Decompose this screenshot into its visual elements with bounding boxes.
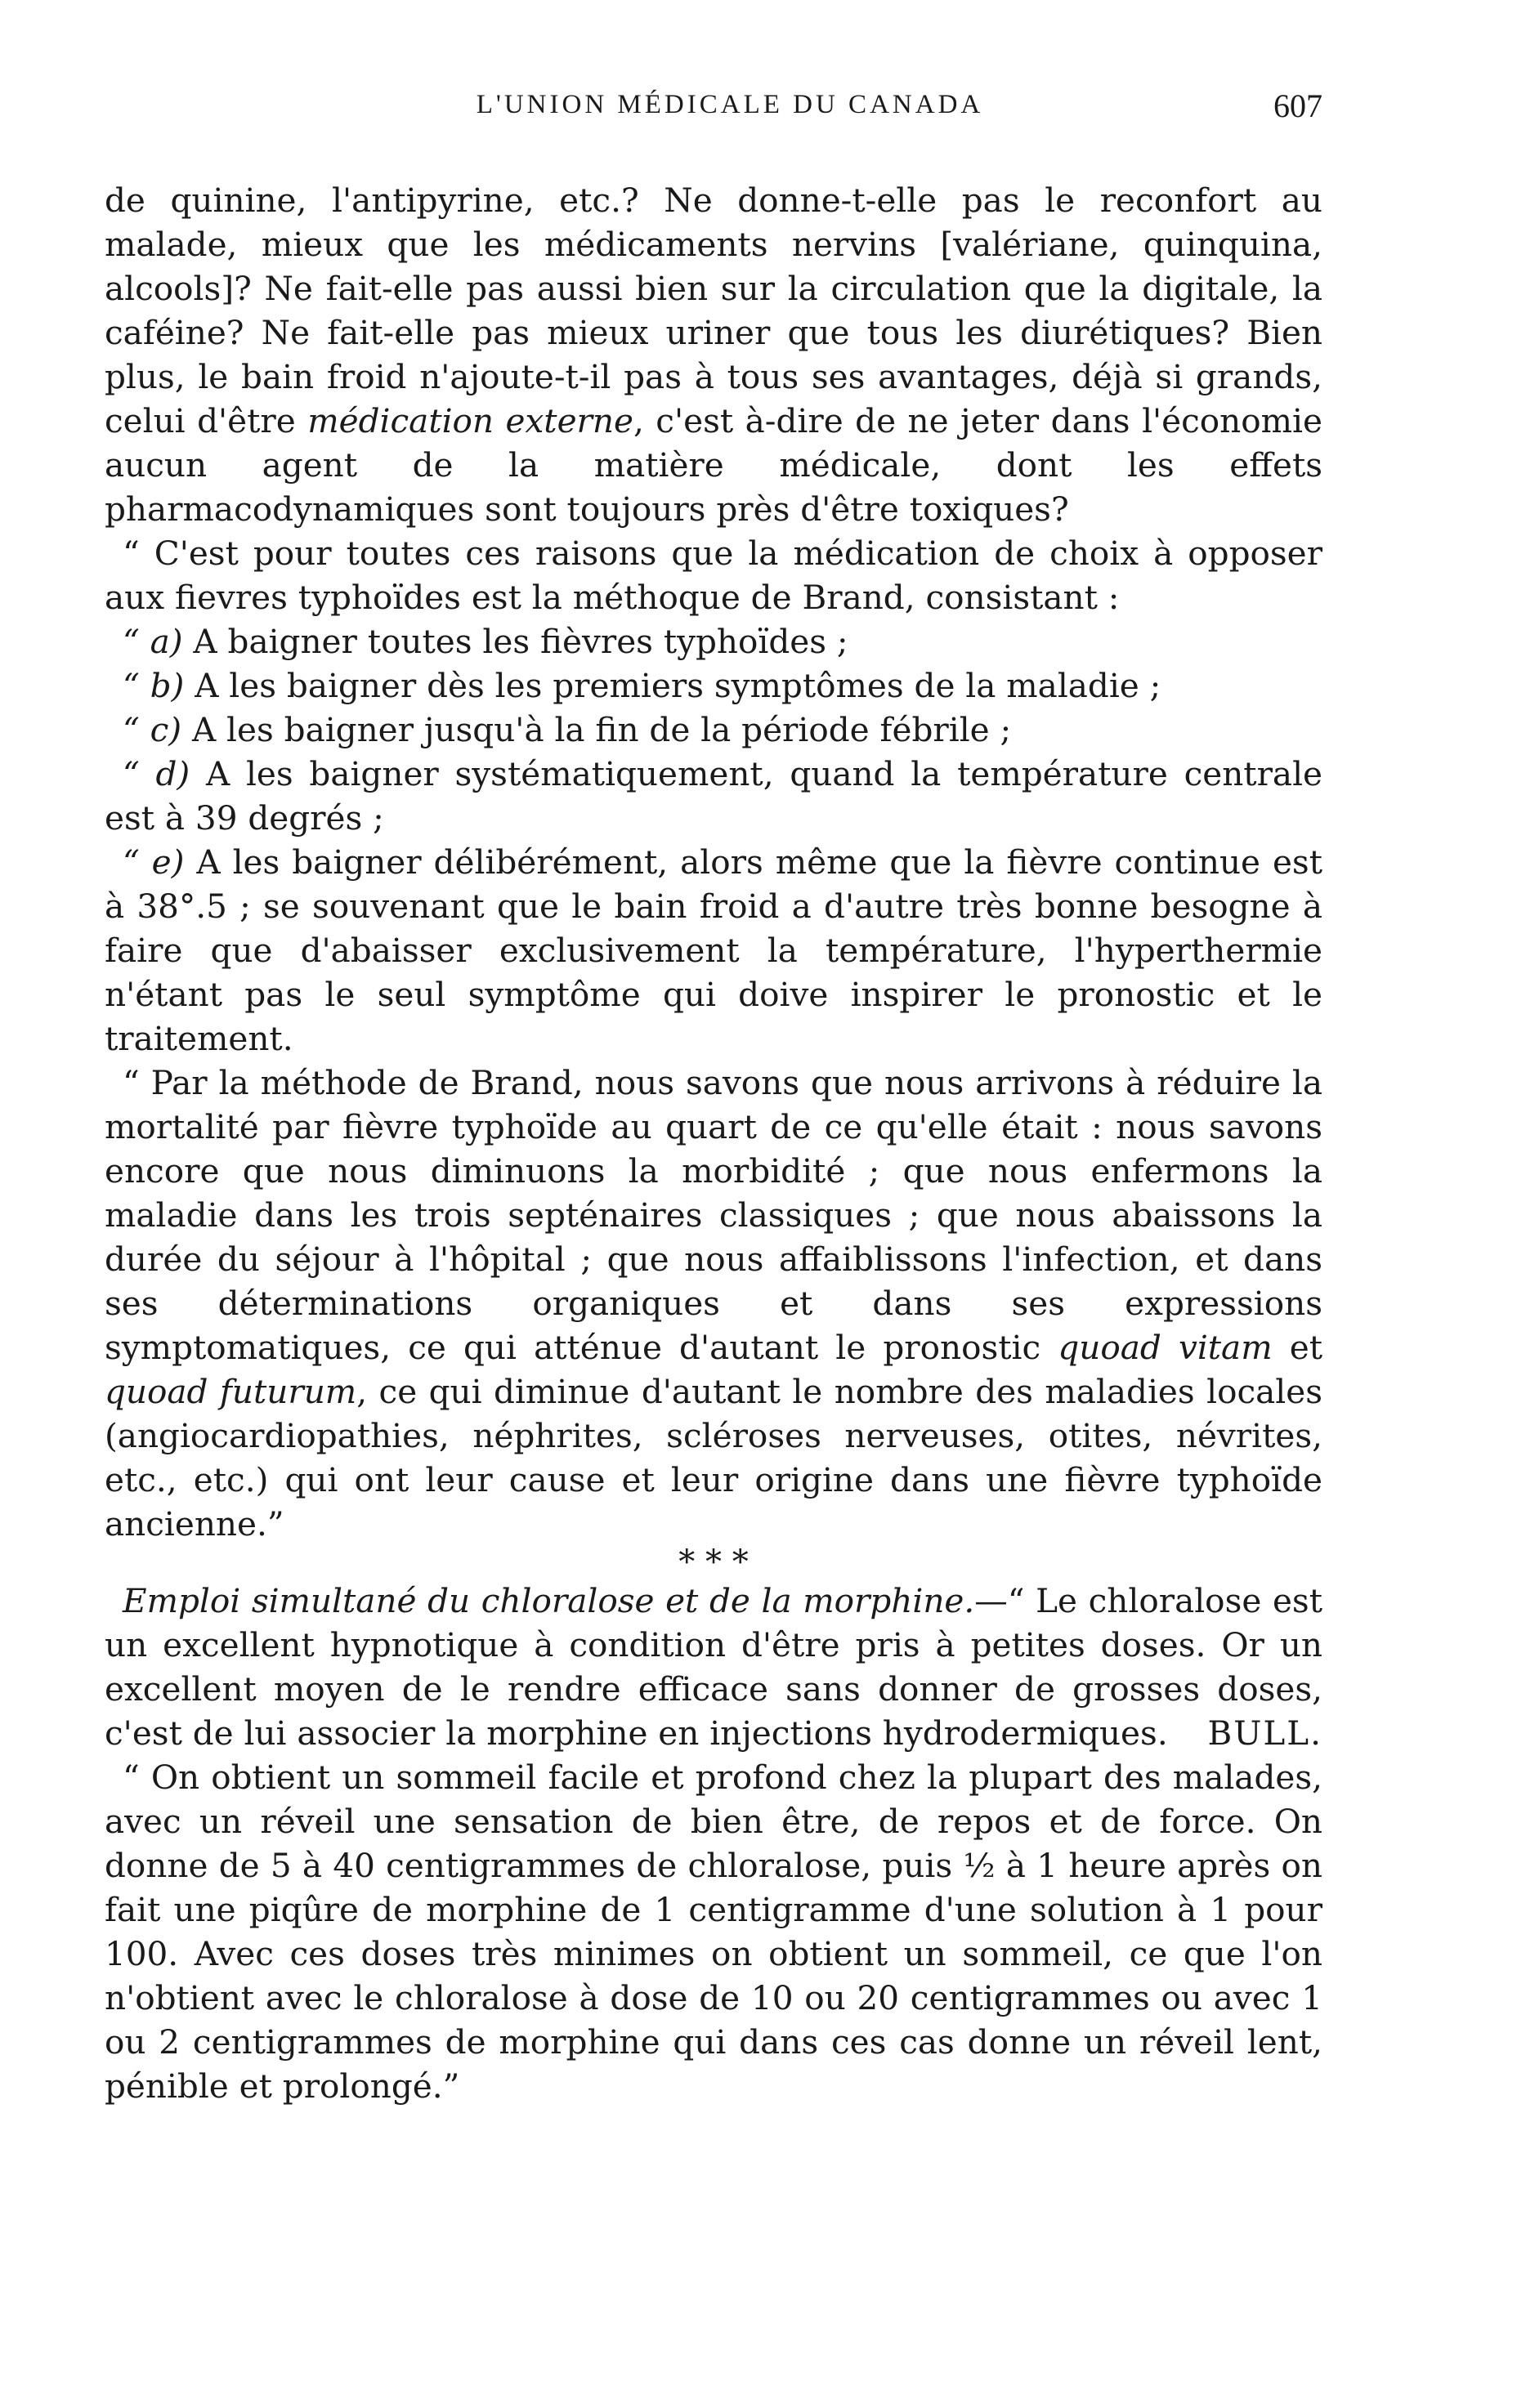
list-item-d-text: A les baigner systématiquement, quand la température centrale est à 39 degrés ; — [105, 754, 1323, 838]
source-abbreviation: BULL. — [1207, 1713, 1322, 1753]
paragraph-3-text: “ Par la méthode de Brand, nous savons que nous arrivons à réduire la mortalité par fièvre typhoïde au quart de ce qu'elle était : nous savons encore que nous diminuons la morbidité ; que nous enfermons la maladie dans les trois septénaires classiques ; que nous abaissons la durée du séjour à l'hôpital ; que nous affaiblissons l'infection, et dans ses déterminations organiques et dans ses expressions symptomatiques, ce qui atténue d'autant le pronostic — [105, 1063, 1322, 1367]
body-text — [105, 178, 1322, 2108]
paragraph-3-emphasis-futurum: quoad futurum — [105, 1372, 357, 1411]
page-number: 607 — [1273, 87, 1322, 124]
paragraph-1-end: , c'est à-dire de ne jeter dans l'économie aucun agent de la matière médicale, dont les effets pharmacodynamiques sont toujours près d'être toxiques? — [105, 401, 1322, 529]
paragraph-4-text: —“ Le chloralose est un excellent hypnotique à condition d'être pris à petites doses. Or un excellent moyen de le rendre efficace sans donner de grosses doses, c'est de lui associer la morphine en injections hydrodermiques. — [105, 1581, 1322, 1753]
paragraph-3-emphasis-vitam: quoad vitam — [1058, 1328, 1273, 1367]
paragraph-2: “ C'est pour toutes ces raisons que la médication de choix à opposer aux fievres typhoïdes est la méthoque de Brand, consistant : — [105, 534, 1322, 617]
section-heading: Emploi simultané du chloralose et de la morphine. — [123, 1581, 975, 1620]
list-item-c-text: A les baigner jusqu'à la fin de la période fébrile ; — [191, 710, 1012, 749]
list-item-d — [105, 752, 1322, 840]
paragraph-3-and: et — [1289, 1328, 1323, 1367]
paragraph-1-emphasis: médication externe — [307, 401, 633, 440]
paragraph-3-end: , ce qui diminue d'autant le nombre des maladies locales (angiocardiopathies, néphrites, scléroses nerveuses, otites, névrites, etc., etc.) qui ont leur cause et leur origine dans une fièvre typhoïde ancienne.” — [105, 1372, 1322, 1544]
list-item-e — [105, 840, 1322, 1061]
list-item-d-marker: “ d) — [123, 754, 190, 793]
paragraph-1-text: de quinine, l'antipyrine, etc.? Ne donne-t-elle pas le reconfort au malade, mieux que les médicaments nervins [valériane, quinquina, alcools]? Ne fait-elle pas aussi bien sur la circulation que la digitale, la caféine? Ne fait-elle pas mieux uriner que tous les diurétiques? Bien plus, le bain froid n'ajoute-t-il pas à tous ses avantages, déjà si grands, celui d'être — [105, 181, 1322, 440]
list-item-c — [105, 708, 1322, 752]
list-item-a-marker: “ a) — [123, 622, 183, 661]
paragraph-1 — [105, 178, 1322, 531]
list-item-b — [105, 663, 1322, 708]
section-separator: * * * — [678, 1544, 749, 1581]
list-item-a-text: A baigner toutes les fièvres typhoïdes ; — [193, 622, 848, 661]
list-item-a — [105, 619, 1322, 663]
list-item-b-text: A les baigner dès les premiers symptômes de la maladie ; — [195, 666, 1161, 705]
list-item-e-marker: “ e) — [123, 842, 185, 882]
list-item-e-text: A les baigner délibérément, alors même que la fièvre continue est à 38°.5 ; se souvenant que le bain froid a d'autre très bonne besogne à faire que d'abaisser exclusivement la température, l'hyperthermie n'étant pas le seul symptôme qui doive inspirer le pronostic et le traitement. — [105, 842, 1322, 1058]
list-item-b-marker: “ b) — [123, 666, 185, 705]
paragraph-3 — [105, 1061, 1322, 1546]
paragraph-5: “ On obtient un sommeil facile et profond chez la plupart des malades, avec un réveil une sensation de bien être, de repos et de force. On donne de 5 à 40 centigrammes de chloralose, puis ½ à 1 heure après on fait une piqûre de morphine de 1 centigramme d'une solution à 1 pour 100. Avec ces doses très minimes on obtient un sommeil, ce que l'on n'obtient avec le chloralose à dose de 10 ou 20 centigrammes ou avec 1 ou 2 centigrammes de morphine qui dans ces cas donne un réveil lent, pénible et prolongé.” — [105, 1758, 1322, 2106]
list-item-c-marker: “ c) — [123, 710, 182, 749]
running-title: L'UNION MÉDICALE DU CANADA — [476, 90, 984, 119]
running-head — [105, 87, 1322, 139]
paragraph-4 — [105, 1579, 1322, 1755]
